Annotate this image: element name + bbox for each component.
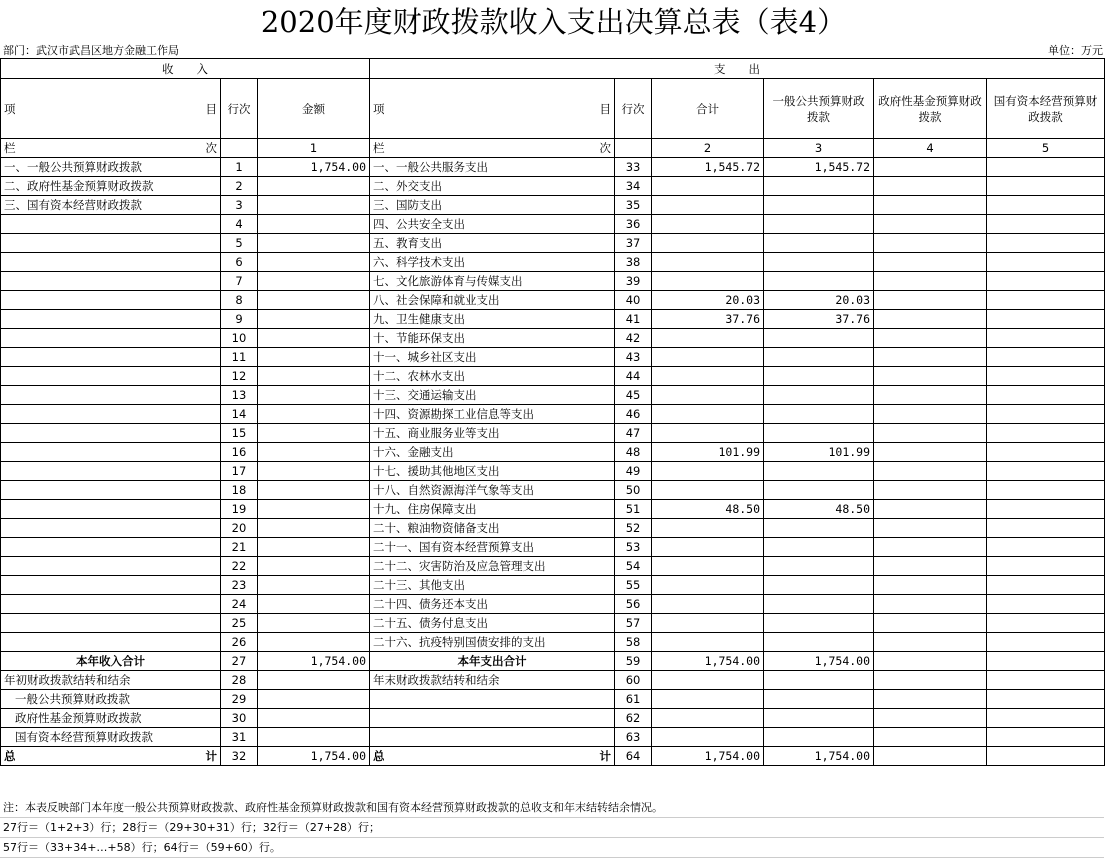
table-row: 7 七、文化旅游体育与传媒支出 39 <box>1 272 1105 291</box>
table-row: 25 二十五、债务付息支出 57 <box>1 614 1105 633</box>
table-row: 11 十一、城乡社区支出 43 <box>1 348 1105 367</box>
page-title: 2020年度财政拨款收入支出决算总表（表4） <box>260 5 847 39</box>
unit-label: 单位：万元 <box>1048 44 1103 57</box>
table-row: 17 十七、援助其他地区支出 49 <box>1 462 1105 481</box>
col-label: 栏 次 <box>1 139 221 158</box>
column-number-row: 栏 次 1 栏 次 2 3 4 5 <box>1 139 1105 158</box>
total-header: 合计 <box>652 79 764 139</box>
note-line: 57行＝（33+34+…+58）行；64行＝（59+60）行。 <box>0 838 1104 858</box>
table-row: 5 五、教育支出 37 <box>1 234 1105 253</box>
table-row: 19 十九、住房保障支出 51 48.50 48.50 <box>1 500 1105 519</box>
expense-header: 支 出 <box>370 59 1105 79</box>
table-row: 8 八、社会保障和就业支出 40 20.03 20.03 <box>1 291 1105 310</box>
expense-rowno-header: 行次 <box>615 79 652 139</box>
table-row: 12 十二、农林水支出 44 <box>1 367 1105 386</box>
fund-header: 政府性基金预算财政拨款 <box>874 79 987 139</box>
grand-total-row: 总 计 32 1,754.00 总 计 64 1,754.00 1,754.00 <box>1 747 1105 766</box>
table-row: 16 十六、金融支出 48 101.99 101.99 <box>1 443 1105 462</box>
table-row: 23 二十三、其他支出 55 <box>1 576 1105 595</box>
expense-item-header: 项 目 <box>370 79 615 139</box>
year-total-row: 本年收入合计 27 1,754.00 本年支出合计 59 1,754.00 1,754.00 <box>1 652 1105 671</box>
income-header: 收 入 <box>1 59 370 79</box>
table-row: 22 二十二、灾害防治及应急管理支出 54 <box>1 557 1105 576</box>
carryover-row: 年初财政拨款结转和结余 28 年末财政拨款结转和结余 60 <box>1 671 1105 690</box>
table-row: 15 十五、商业服务业等支出 47 <box>1 424 1105 443</box>
income-item-header: 项 目 <box>1 79 221 139</box>
table-row: 三、国有资本经营财政拨款 3 三、国防支出 35 <box>1 196 1105 215</box>
table-row: 26 二十六、抗疫特别国债安排的支出 58 <box>1 633 1105 652</box>
table-row: 18 十八、自然资源海洋气象等支出 50 <box>1 481 1105 500</box>
table-row: 24 二十四、债务还本支出 56 <box>1 595 1105 614</box>
table-row: 9 九、卫生健康支出 41 37.76 37.76 <box>1 310 1105 329</box>
table-row: 二、政府性基金预算财政拨款 2 二、外交支出 34 <box>1 177 1105 196</box>
carryover-fund-row: 政府性基金预算财政拨款 30 62 <box>1 709 1105 728</box>
table-row: 6 六、科学技术支出 38 <box>1 253 1105 272</box>
note-line: 27行＝（1+2+3）行；28行＝（29+30+31）行；32行＝（27+28）行； <box>0 818 1104 838</box>
carryover-state-row: 国有资本经营预算财政拨款 31 63 <box>1 728 1105 747</box>
table-row: 13 十三、交通运输支出 45 <box>1 386 1105 405</box>
table-row: 10 十、节能环保支出 42 <box>1 329 1105 348</box>
table-row: 21 二十一、国有资本经营预算支出 53 <box>1 538 1105 557</box>
notes <box>0 798 1104 858</box>
section-header-row <box>1 59 1105 79</box>
income-amount-header: 金额 <box>258 79 370 139</box>
table-row: 14 十四、资源勘探工业信息等支出 46 <box>1 405 1105 424</box>
table-row: 4 四、公共安全支出 36 <box>1 215 1105 234</box>
general-header: 一般公共预算财政拨款 <box>764 79 874 139</box>
state-header: 国有资本经营预算财政拨款 <box>987 79 1105 139</box>
table-row: 一、一般公共预算财政拨款 1 1,754.00 一、一般公共服务支出 33 1,545.72 1,545.72 <box>1 158 1105 177</box>
budget-table <box>0 58 1105 766</box>
note-line: 注：本表反映部门本年度一般公共预算财政拨款、政府性基金预算财政拨款和国有资本经营预算财政拨款的总收支和年末结转结余情况。 <box>0 798 1104 818</box>
income-rowno-header: 行次 <box>221 79 258 139</box>
table-row: 20 二十、粮油物资储备支出 52 <box>1 519 1105 538</box>
column-header-row <box>1 79 1105 139</box>
carryover-general-row: 一般公共预算财政拨款 29 61 <box>1 690 1105 709</box>
department-label: 部门：武汉市武昌区地方金融工作局 <box>3 44 179 57</box>
